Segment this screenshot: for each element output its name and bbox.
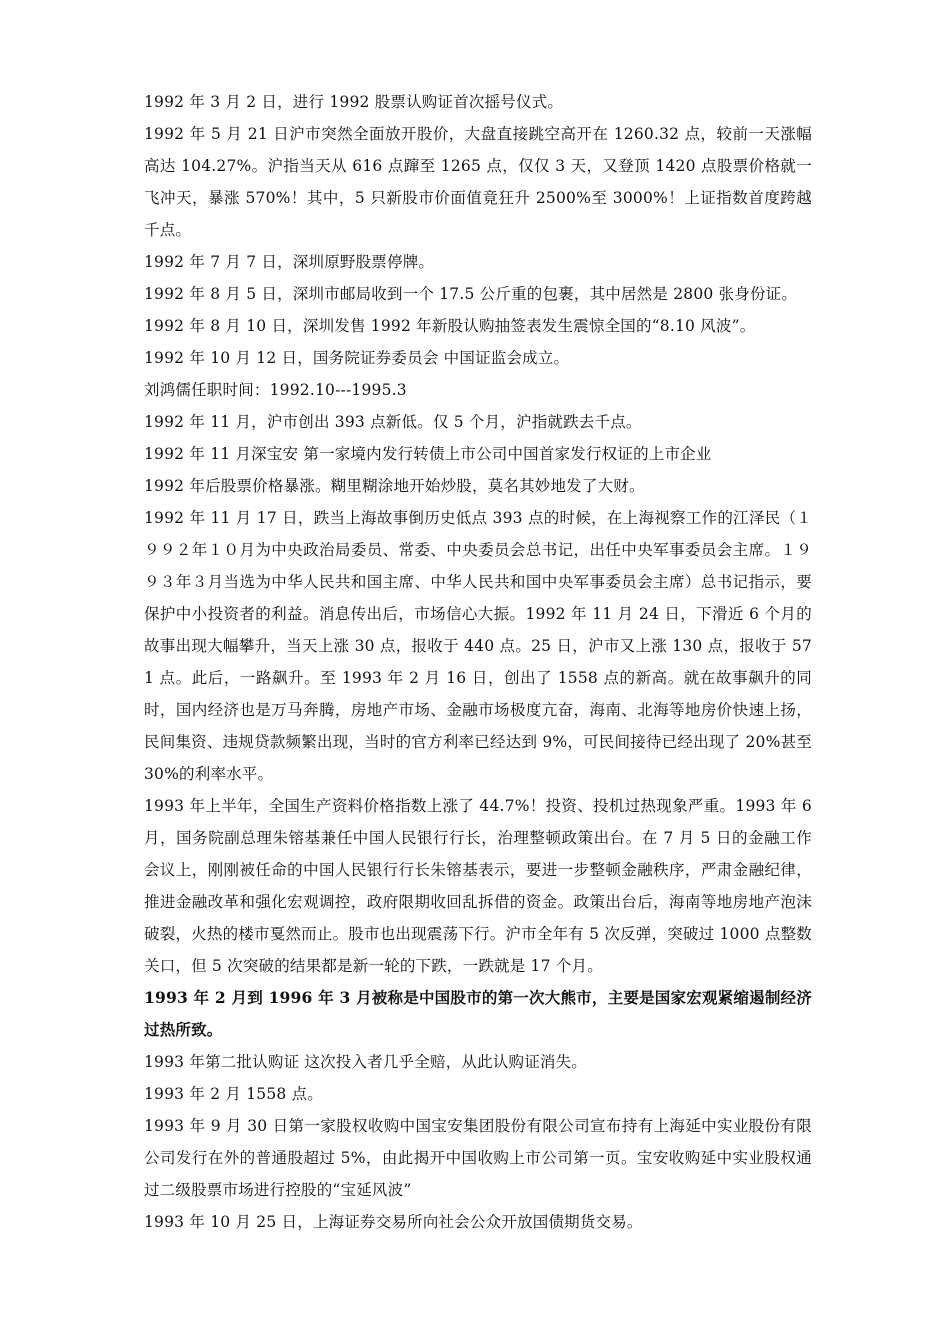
paragraph-1992-08-10: 1992 年 8 月 10 日，深圳发售 1992 年新股认购抽签表发生震惊全国的“8.10 风波”。 xyxy=(144,317,756,335)
paragraph-1992-07-07: 1992 年 7 月 7 日，深圳原野股票停牌。 xyxy=(144,253,435,271)
paragraph-1992-03-02: 1992 年 3 月 2 日，进行 1992 股票认购证首次摇号仪式。 xyxy=(144,93,564,111)
document-body xyxy=(144,86,812,1238)
paragraph-1993-10-25: 1993 年 10 月 25 日，上海证券交易所向社会公众开放国债期货交易。 xyxy=(144,1213,643,1231)
paragraph-1992-11-shenbaoan: 1992 年 11 月深宝安 第一家境内发行转债上市公司中国首家发行权证的上市企业 xyxy=(144,445,712,463)
paragraph-1993-second-batch: 1993 年第二批认购证 这次投入者几乎全赔，从此认购证消失。 xyxy=(144,1053,588,1071)
paragraph-1992-10-12: 1992 年 10 月 12 日，国务院证券委员会 中国证监会成立。 xyxy=(144,349,570,367)
paragraph-1993-first-half: 1993 年上半年，全国生产资料价格指数上涨了 44.7%！投资、投机过热现象严重。1993 年 6 月，国务院副总理朱镕基兼任中国人民银行行长，治理整顿政策出台。在 7 月 5 日的金融工作会议上，刚刚被任命的中国人民银行行长朱镕基表示，要进一步整顿金融秩序，严肃金融纪律，推进金融改革和强化宏观调控，政府限期收回乱拆借的资金。政策出台后，海南等地房地产泡沫破裂，火热的楼市戛然而止。股市也出现震荡下行。沪市全年有 5 次反弹，突破过 1000 点整数关口，但 5 次突破的结果都是新一轮的下跌，一跌就是 17 个月。 xyxy=(144,797,812,975)
paragraph-1992-08-05: 1992 年 8 月 5 日，深圳市邮局收到一个 17.5 公斤重的包裹，其中居然是 2800 张身份证。 xyxy=(144,285,798,303)
paragraph-liu-hongru: 刘鸿儒任职时间：1992.10---1995.3 xyxy=(144,381,407,399)
paragraph-bear-market: 1993 年 2 月到 1996 年 3 月被称是中国股市的第一次大熊市，主要是国家宏观紧缩遏制经济过热所致。 xyxy=(144,988,812,1039)
paragraph-1992-05-21: 1992 年 5 月 21 日沪市突然全面放开股价，大盘直接跳空高开在 1260.32 点，较前一天涨幅高达 104.27%。沪指当天从 616 点蹿至 1265 点，仅仅 3 天，又登顶 1420 点股票价格就一飞冲天，暴涨 570%！其中，5 只新股市价面值竟狂升 2500%至 3000%！上证指数首度跨越千点。 xyxy=(144,125,812,239)
paragraph-1993-09-30: 1993 年 9 月 30 日第一家股权收购中国宝安集团股份有限公司宣布持有上海延中实业股份有限公司发行在外的普通股超过 5%，由此揭开中国收购上市公司第一页。宝安收购延中实业股权通过二级股票市场进行控股的“宝延风波” xyxy=(144,1117,812,1199)
paragraph-1992-11-17: 1992 年 11 月 17 日，跌当上海故事倒历史低点 393 点的时候，在上海视察工作的江泽民（１９９２年１０月为中央政治局委员、常委、中央委员会总书记，出任中央军事委员会主席。１９９３年３月当选为中华人民共和国主席、中华人民共和国中央军事委员会主席）总书记指示，要保护中小投资者的利益。消息传出后，市场信心大振。1992 年 11 月 24 日，下滑近 6 个月的故事出现大幅攀升，当天上涨 30 点，报收于 440 点。25 日，沪市又上涨 130 点，报收于 571 点。此后，一路飙升。至 1993 年 2 月 16 日，创出了 1558 点的新高。就在故事飙升的同时，国内经济也是万马奔腾，房地产市场、金融市场极度亢奋，海南、北海等地房价快速上扬，民间集资、违规贷款频繁出现，当时的官方利率已经达到 9%，可民间接待已经出现了 20%甚至 30%的利率水平。 xyxy=(144,509,812,783)
paragraph-1992-after: 1992 年后股票价格暴涨。糊里糊涂地开始炒股，莫名其妙地发了大财。 xyxy=(144,477,645,495)
paragraph-1993-02: 1993 年 2 月 1558 点。 xyxy=(144,1085,323,1103)
paragraph-1992-11-low: 1992 年 11 月，沪市创出 393 点新低。仅 5 个月，沪指就跌去千点。 xyxy=(144,413,642,431)
